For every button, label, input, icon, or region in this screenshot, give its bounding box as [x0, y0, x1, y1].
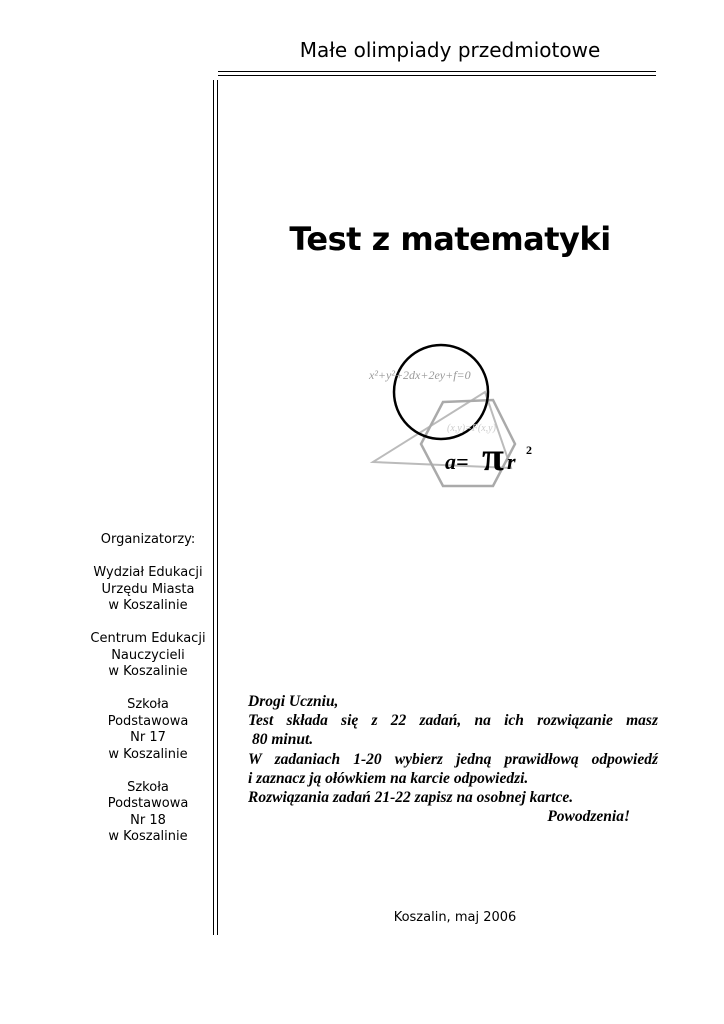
logo-formula-exp: 2	[526, 443, 532, 457]
organizer-line: Nr 18	[130, 812, 166, 828]
organizers-column	[78, 532, 218, 862]
message-greeting: Drogi Uczniu,	[248, 693, 339, 710]
message-line: Rozwiązania zadań 21-22 zapisz na osobnej kartce.	[248, 789, 574, 807]
logo-function-text: (x,y)=F(x,y)	[447, 423, 496, 434]
organizers-heading: Organizatorzy:	[100, 532, 196, 547]
instructions-message	[248, 692, 658, 826]
organizer-group	[78, 631, 218, 681]
organizer-line: Podstawowa	[107, 796, 189, 811]
header-title: Małe olimpiady przedmiotowe	[299, 38, 601, 62]
organizer-group	[78, 780, 218, 846]
header-divider-top	[218, 71, 656, 72]
message-line: Test składa się z 22 zadań, na ich rozwiązanie masz	[248, 712, 658, 730]
logo-formula-r: r	[507, 449, 516, 474]
footer-place-date: Koszalin, maj 2006	[393, 910, 517, 925]
organizer-line: Urzędu Miasta	[101, 581, 195, 597]
organizer-line: Nauczycieli	[111, 647, 185, 663]
organizer-line: Wydział Edukacji	[93, 565, 203, 580]
organizer-line: w Koszalinie	[108, 746, 188, 762]
organizer-group	[78, 697, 218, 763]
message-signoff: Powodzenia!	[547, 808, 630, 826]
header-divider-bottom	[218, 75, 656, 76]
organizer-line: w Koszalinie	[108, 664, 188, 679]
organizer-line: Szkoła	[127, 779, 169, 795]
organizer-line: w Koszalinie	[108, 598, 188, 613]
organizer-line: Centrum Edukacji	[90, 631, 206, 646]
math-logo	[365, 336, 545, 496]
organizer-line: w Koszalinie	[108, 829, 188, 844]
organizer-line: Podstawowa	[107, 713, 189, 729]
logo-equation: x²+y²+2dx+2ey+f=0	[369, 368, 471, 382]
organizer-line: Szkoła	[127, 697, 169, 712]
organizer-group	[78, 565, 218, 615]
message-line: i zaznacz ją ołówkiem na karcie odpowiedzi.	[248, 769, 529, 787]
logo-formula-pi: π	[482, 434, 504, 479]
logo-formula-a: a=	[445, 449, 469, 474]
organizer-line: Nr 17	[130, 730, 166, 745]
message-line: W zadaniach 1-20 wybierz jedną prawidłową odpowiedź	[248, 750, 658, 768]
message-line: 80 minut.	[252, 731, 314, 749]
page-title: Test z matematyki	[289, 220, 611, 258]
